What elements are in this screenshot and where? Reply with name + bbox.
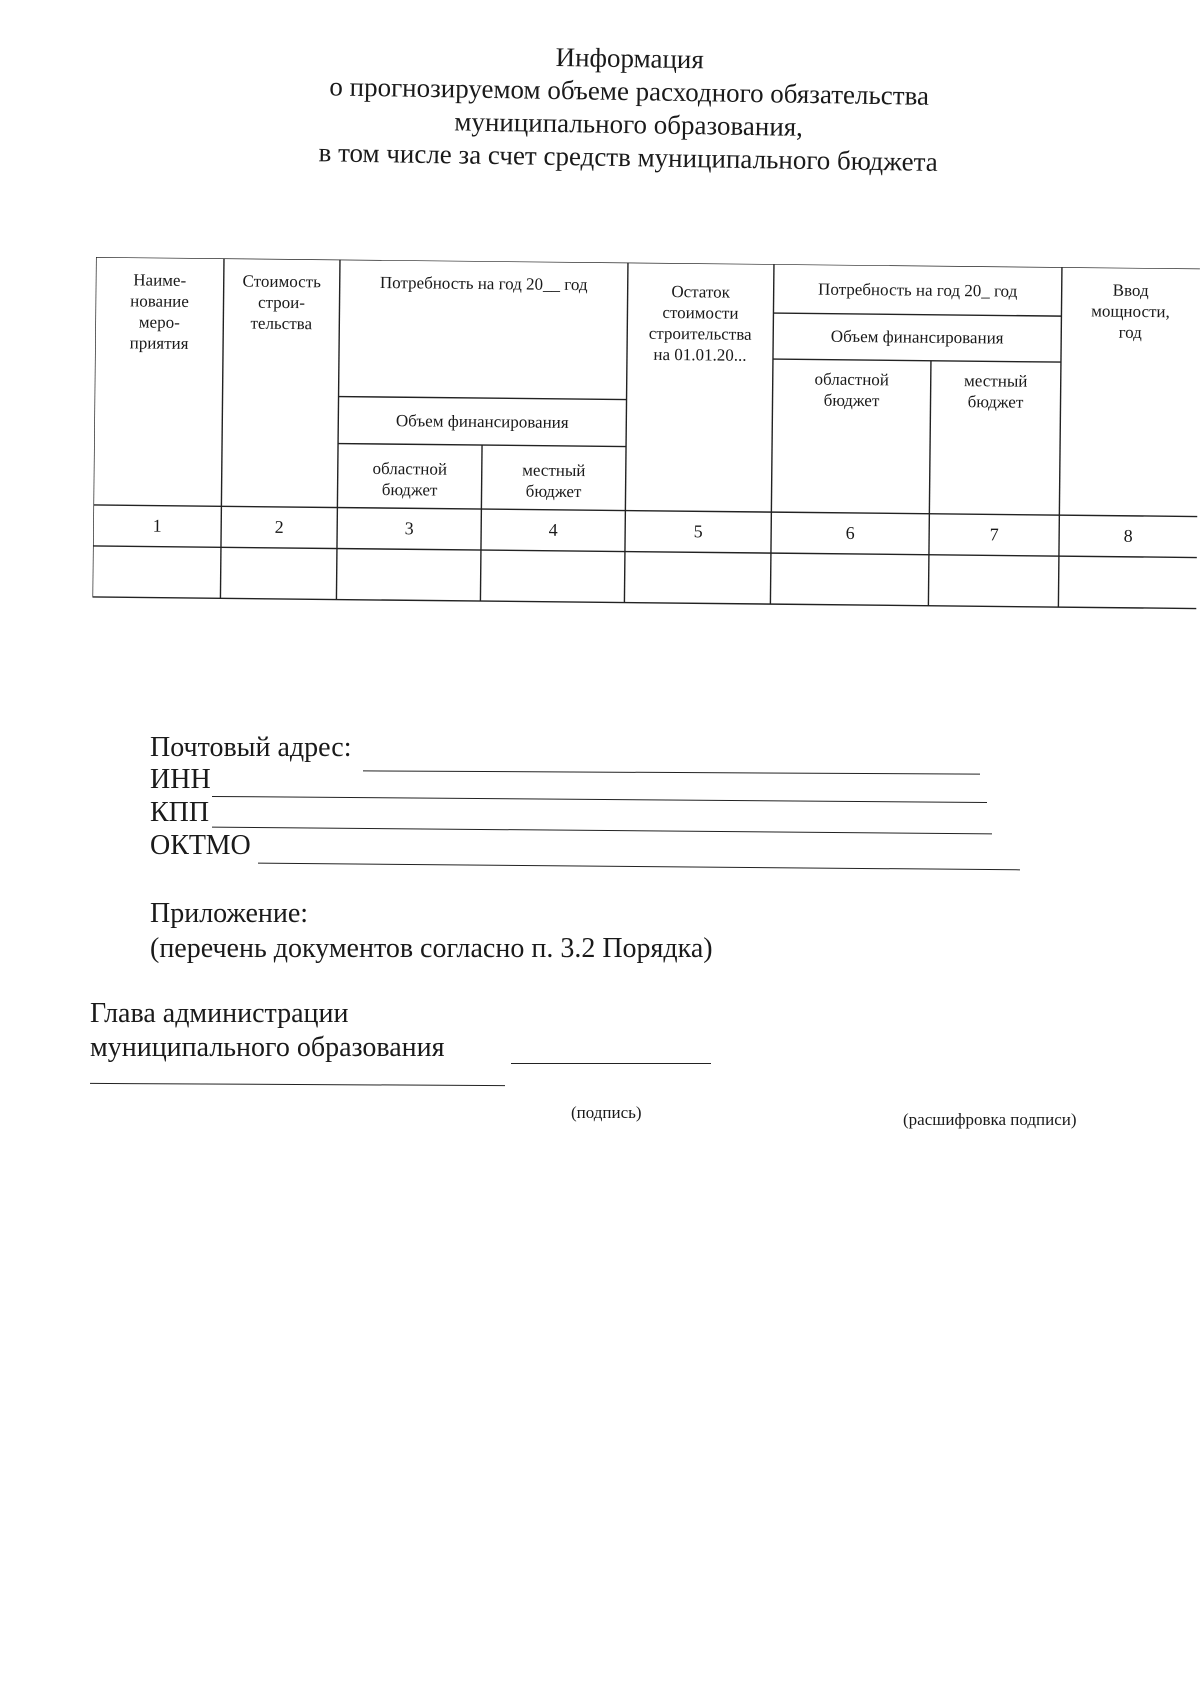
kpp-label: КПП [150,797,210,828]
header-capacity-line: мощности, [1091,301,1170,322]
title-line-3: муниципального образования, [454,106,804,142]
column-number: 5 [693,521,703,542]
header-need-year-1: Потребность на год 20__ год [379,272,588,295]
header-capacity-commissioning [1061,279,1200,343]
header-local-budget-line: бюджет [525,481,582,502]
name-line [90,1083,505,1086]
document-title [238,36,1020,180]
header-regional-budget-line: областной [372,458,448,479]
column-number: 3 [404,518,414,539]
oktmo-line [258,863,1020,871]
column-number: 4 [548,519,558,540]
header-event-name-line: приятия [129,333,189,353]
header-event-name [95,269,224,354]
appendix-note: (перечень документов согласно п. 3.2 Порядка) [150,933,713,964]
header-construction-cost [223,270,340,334]
signature-decode-caption: (расшифровка подписи) [903,1110,1077,1129]
oktmo-label: ОКТМО [150,830,251,861]
inn-line [212,796,987,803]
header-local-budget-1 [481,459,625,503]
header-local-budget-2 [930,370,1060,413]
header-construction-cost-line: тельства [250,313,313,334]
inn-label: ИНН [150,764,211,795]
header-regional-budget-line: бюджет [381,480,438,500]
title-line-2: о прогнозируемом объеме расходного обязательства [329,71,930,111]
header-construction-cost-line: строи- [257,292,306,313]
title-line-1: Информация [555,41,705,75]
column-number: 2 [274,516,284,537]
header-event-name-line: Наиме- [133,270,187,290]
column-number: 1 [152,515,162,536]
header-remaining-cost-line: на 01.01.20... [653,344,747,365]
header-regional-budget-1 [337,458,481,502]
signature-title-line-2: муниципального образования [90,1032,445,1063]
header-local-budget-line: местный [522,460,586,481]
header-remaining-cost-line: строительства [648,323,752,344]
signature-line [511,1063,711,1064]
header-regional-budget-2 [772,368,930,412]
kpp-line [212,827,992,835]
financing-table [92,257,1200,614]
header-financing-volume-1: Объем финансирования [395,411,569,432]
header-remaining-cost [627,281,774,367]
header-regional-budget-line: бюджет [823,390,880,411]
signature-title-line-1: Глава администрации [90,998,349,1029]
header-regional-budget-line: областной [814,369,890,390]
header-remaining-cost-line: Остаток [671,282,731,302]
column-number: 8 [1123,525,1133,546]
signature-caption: (подпись) [571,1103,642,1122]
header-financing-volume-2: Объем финансирования [830,326,1004,348]
header-remaining-cost-line: стоимости [662,302,739,323]
header-event-name-line: нование [130,291,189,311]
postal-address-line [363,770,980,774]
header-event-name-line: меро- [138,312,180,332]
header-local-budget-line: местный [963,371,1028,391]
header-local-budget-line: бюджет [967,392,1024,412]
column-number: 7 [989,524,999,545]
title-line-4: в том числе за счет средств муниципального бюджета [318,137,938,177]
header-construction-cost-line: Стоимость [242,271,322,292]
postal-address-label: Почтовый адрес: [150,732,352,763]
header-capacity-line: Ввод [1112,280,1149,301]
header-capacity-line: год [1118,322,1142,342]
appendix-label: Приложение: [150,898,309,929]
column-number: 6 [845,522,855,543]
header-need-year-2: Потребность на год 20_ год [817,279,1018,301]
